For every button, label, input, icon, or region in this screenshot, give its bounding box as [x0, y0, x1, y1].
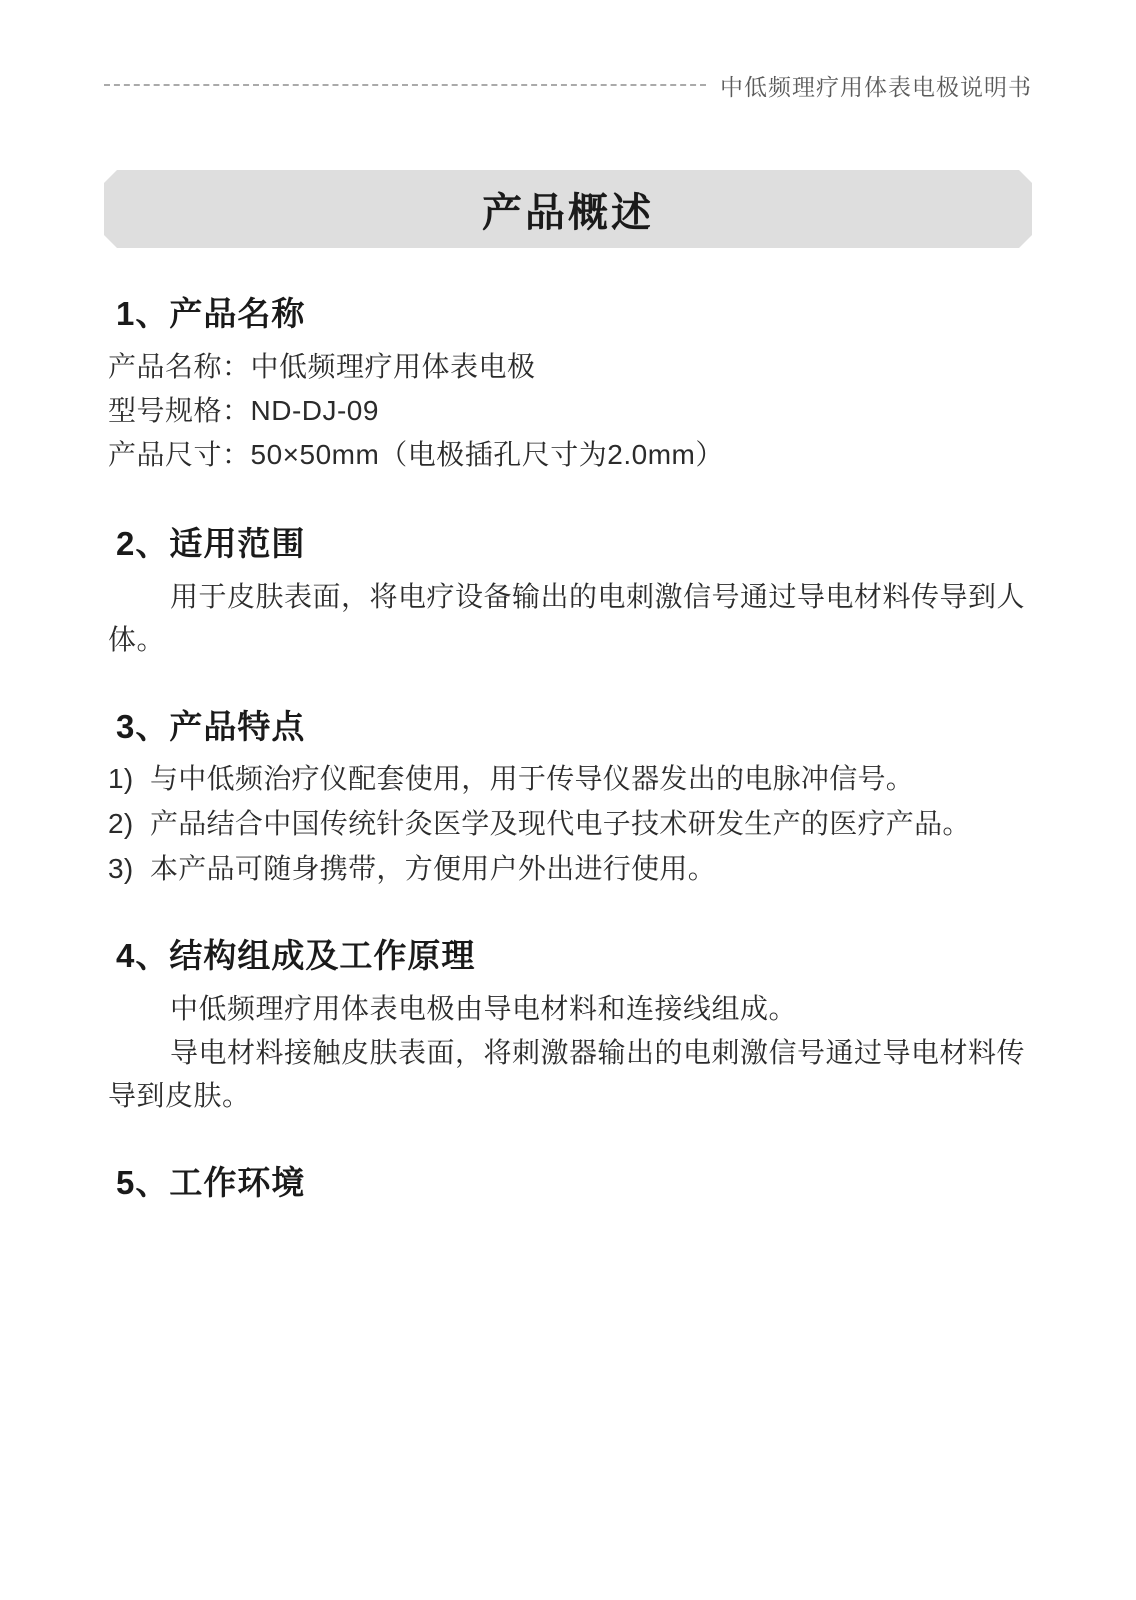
section-heading: 2、适用范围	[116, 524, 306, 562]
running-title: 中低频理疗用体表电极说明书	[720, 73, 1032, 100]
list-item-text: 本产品可随身携带，方便用户外出进行使用。	[150, 852, 717, 884]
scope-paragraph: 用于皮肤表面，将电疗设备输出的电刺激信号通过导电材料传导到人体。	[108, 580, 1026, 656]
section-banner	[104, 170, 1032, 248]
section-scope-of-application	[108, 518, 1028, 662]
section-banner-title: 产品概述	[482, 190, 654, 235]
document-body	[108, 288, 1028, 1244]
list-item-marker: 1)	[108, 763, 134, 795]
page-header	[104, 70, 1032, 100]
list-item	[108, 758, 1028, 801]
section-structure-and-principle	[108, 930, 1028, 1117]
model-spec-line: 型号规格：ND-DJ-09	[108, 395, 379, 427]
section-product-features	[108, 701, 1028, 890]
section-working-environment	[108, 1157, 1028, 1204]
section-heading: 5、工作环境	[116, 1164, 306, 1202]
list-item-text: 与中低频治疗仪配套使用，用于传导仪器发出的电脉冲信号。	[150, 763, 915, 795]
product-name-line: 产品名称：中低频理疗用体表电极	[108, 351, 536, 382]
section-heading: 4、结构组成及工作原理	[116, 937, 476, 975]
section-heading: 1、产品名称	[116, 295, 306, 332]
header-divider-line	[104, 84, 706, 87]
list-item	[108, 848, 1028, 891]
structure-paragraph-1: 中低频理疗用体表电极由导电材料和连接线组成。	[170, 993, 798, 1025]
structure-paragraph-2: 导电材料接触皮肤表面，将刺激器输出的电刺激信号通过导电材料传导到皮肤。	[108, 1036, 1026, 1111]
list-item	[108, 803, 1028, 846]
section-heading: 3、产品特点	[116, 708, 306, 746]
list-item-marker: 2)	[108, 808, 134, 840]
section-product-name	[108, 288, 1028, 478]
list-item-text: 产品结合中国传统针灸医学及现代电子技术研发生产的医疗产品。	[150, 808, 971, 840]
list-item-marker: 3)	[108, 852, 134, 884]
product-size-line: 产品尺寸：50×50mm（电极插孔尺寸为2.0mm）	[108, 439, 724, 471]
